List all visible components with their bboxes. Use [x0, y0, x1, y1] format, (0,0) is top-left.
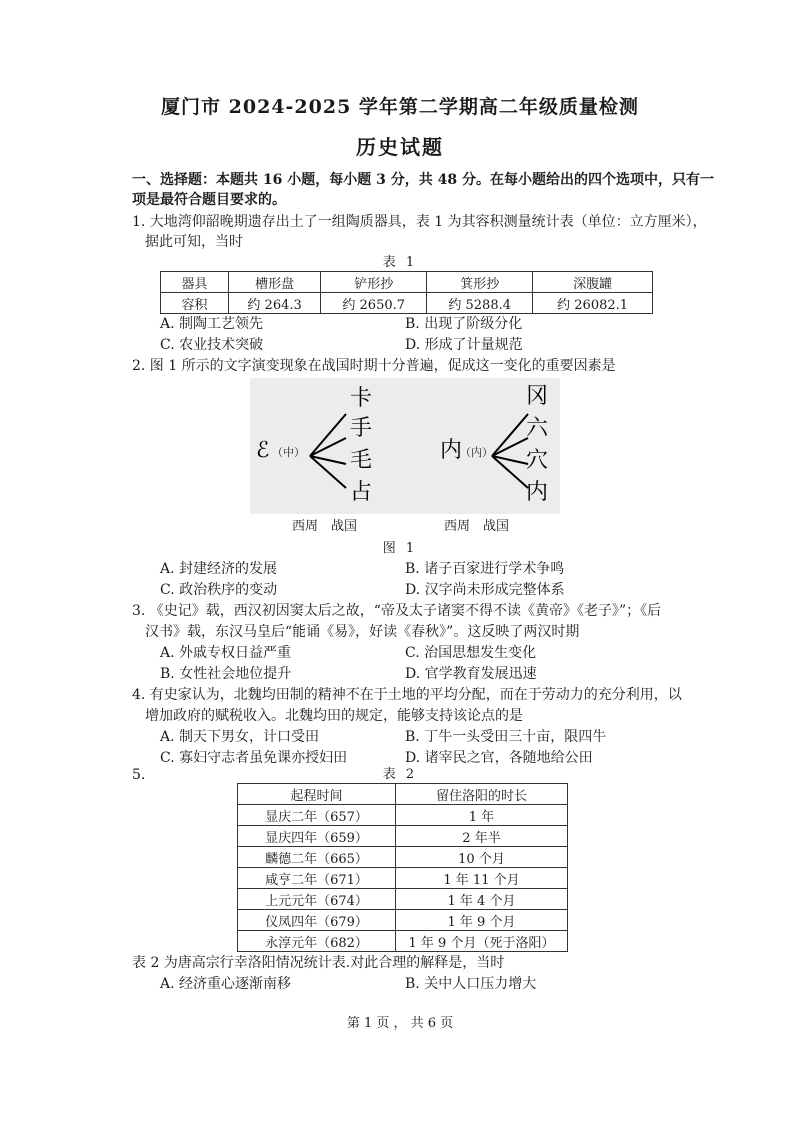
nei-western-zhou-glyph: 内 — [440, 438, 463, 463]
table-cell: 深腹罐 — [533, 272, 653, 293]
q4-stem: 4. 有史家认为，北魏均田制的精神不在于土地的平均分配，而在于劳动力的充分利用，以 — [132, 687, 682, 703]
page-title: 厦门市 2024-2025 学年第二学期高二年级质量检测 — [161, 96, 639, 118]
figure-1-image — [250, 378, 560, 514]
figure-period-left: 西周 战国 — [292, 519, 358, 534]
zhong-western-zhou-glyph: ℰ — [256, 438, 270, 463]
zhong-variant-icon: 毛 — [350, 448, 373, 473]
table-cell: 约 264.3 — [229, 293, 321, 314]
table-row — [238, 931, 568, 952]
table-cell: 约 5288.4 — [427, 293, 533, 314]
table-row — [238, 868, 568, 889]
arrows-left-icon — [308, 408, 350, 498]
q4-option-d[interactable]: D. 诸宰民之官，各随地给公田 — [405, 750, 593, 766]
q2-option-d[interactable]: D. 汉字尚未形成完整体系 — [405, 582, 565, 598]
figure-1-caption: 图 1 — [382, 541, 418, 556]
table-row — [161, 293, 653, 314]
nei-variant-icon: 穴 — [526, 448, 549, 473]
q5-option-a[interactable]: A. 经济重心逐渐南移 — [160, 976, 292, 992]
zhong-variant-icon: 占 — [350, 480, 373, 505]
q1-option-a[interactable]: A. 制陶工艺领先 — [160, 316, 264, 332]
table-cell: 铲形抄 — [321, 272, 427, 293]
table1-caption: 表 1 — [382, 255, 418, 270]
table-cell: 1 年 9 个月（死于洛阳） — [396, 931, 568, 952]
nei-variant-icon: 冈 — [526, 384, 549, 409]
table-cell: 约 2650.7 — [321, 293, 427, 314]
q3-option-c[interactable]: C. 治国思想发生变化 — [405, 645, 537, 661]
nei-variant-icon: 六 — [526, 416, 549, 441]
table-cell: 永淳元年（682） — [238, 931, 396, 952]
q3-option-a[interactable]: A. 外戚专权日益严重 — [160, 645, 292, 661]
q2-option-c[interactable]: C. 政治秩序的变动 — [160, 582, 278, 598]
figure-period-right: 西周 战国 — [444, 519, 510, 534]
table-row — [238, 847, 568, 868]
q1-option-c[interactable]: C. 农业技术突破 — [160, 337, 264, 353]
table-header-row — [238, 784, 568, 805]
table-header-row — [161, 272, 653, 293]
table-cell: 咸亨二年（671） — [238, 868, 396, 889]
q3-stem: 3. 《史记》载，西汉初因窦太后之故，“帝及太子诸窦不得不读《黄帝》《老子》”；《后 — [132, 603, 662, 619]
table-row — [238, 826, 568, 847]
zhong-variant-icon: 卡 — [350, 386, 373, 411]
q1-stem: 1. 大地湾仰韶晚期遗存出土了一组陶质器具，表 1 为其容积测量统计表（单位：立方厘米）， — [132, 214, 707, 230]
q5-stem: 表 2 为唐高宗行幸洛阳情况统计表.对此合理的解释是，当时 — [132, 955, 505, 971]
zhong-variant-icon: 手 — [350, 416, 373, 441]
table-cell: 约 26082.1 — [533, 293, 653, 314]
q4-option-b[interactable]: B. 丁牛一头受田三十亩，限四牛 — [405, 729, 607, 745]
table-1 — [160, 271, 653, 314]
table-cell: 槽形盘 — [229, 272, 321, 293]
table-cell: 器具 — [161, 272, 229, 293]
q3-stem-cont: 汉书》载，东汉马皇后“能诵《易》，好读《春秋》”。这反映了两汉时期 — [145, 624, 580, 640]
table-cell: 显庆二年（657） — [238, 805, 396, 826]
table-row — [238, 889, 568, 910]
table-cell: 2 年半 — [396, 826, 568, 847]
nei-variant-icon: 内 — [526, 480, 549, 505]
q1-stem-cont: 据此可知，当时 — [145, 234, 243, 250]
q4-option-c[interactable]: C. 寡妇守志者虽免课亦授妇田 — [160, 750, 348, 766]
q4-stem-cont: 增加政府的赋税收入。北魏均田的规定，能够支持该论点的是 — [145, 708, 523, 724]
section-heading-cont: 项是最符合题目要求的。 — [132, 192, 286, 208]
table-cell: 1 年 — [396, 805, 568, 826]
table-cell: 起程时间 — [238, 784, 396, 805]
q2-stem: 2. 图 1 所示的文字演变现象在战国时期十分普遍，促成这一变化的重要因素是 — [132, 358, 616, 374]
q5-number: 5. — [132, 767, 146, 783]
q1-option-b[interactable]: B. 出现了阶级分化 — [405, 316, 523, 332]
q3-option-d[interactable]: D. 官学教育发展迅速 — [405, 666, 537, 682]
q2-option-b[interactable]: B. 诸子百家进行学术争鸣 — [405, 561, 565, 577]
table-cell: 麟德二年（665） — [238, 847, 396, 868]
table-cell: 显庆四年（659） — [238, 826, 396, 847]
table-cell: 箕形抄 — [427, 272, 533, 293]
figure-label-zhong: （中） — [272, 446, 305, 459]
figure-label-nei: （内） — [460, 446, 493, 459]
q3-option-b[interactable]: B. 女性社会地位提升 — [160, 666, 292, 682]
table-cell: 10 个月 — [396, 847, 568, 868]
table-cell: 留住洛阳的时长 — [396, 784, 568, 805]
table2-caption: 表 2 — [382, 767, 418, 782]
table-2 — [237, 783, 568, 952]
table-cell: 1 年 4 个月 — [396, 889, 568, 910]
table-cell: 容积 — [161, 293, 229, 314]
section-heading: 一、选择题：本题共 16 小题，每小题 3 分，共 48 分。在每小题给出的四个选项中，只有一 — [132, 172, 714, 188]
q1-option-d[interactable]: D. 形成了计量规范 — [405, 337, 523, 353]
table-cell: 仪凤四年（679） — [238, 910, 396, 931]
page-footer: 第 1 页 ， 共 6 页 — [346, 1016, 454, 1031]
table-cell: 1 年 9 个月 — [396, 910, 568, 931]
q2-option-a[interactable]: A. 封建经济的发展 — [160, 561, 278, 577]
table-row — [238, 910, 568, 931]
page-subtitle: 历史试题 — [356, 135, 444, 159]
q5-option-b[interactable]: B. 关中人口压力增大 — [405, 976, 537, 992]
table-cell: 上元元年（674） — [238, 889, 396, 910]
q4-option-a[interactable]: A. 制天下男女，计口受田 — [160, 729, 320, 745]
table-cell: 1 年 11 个月 — [396, 868, 568, 889]
table-row — [238, 805, 568, 826]
